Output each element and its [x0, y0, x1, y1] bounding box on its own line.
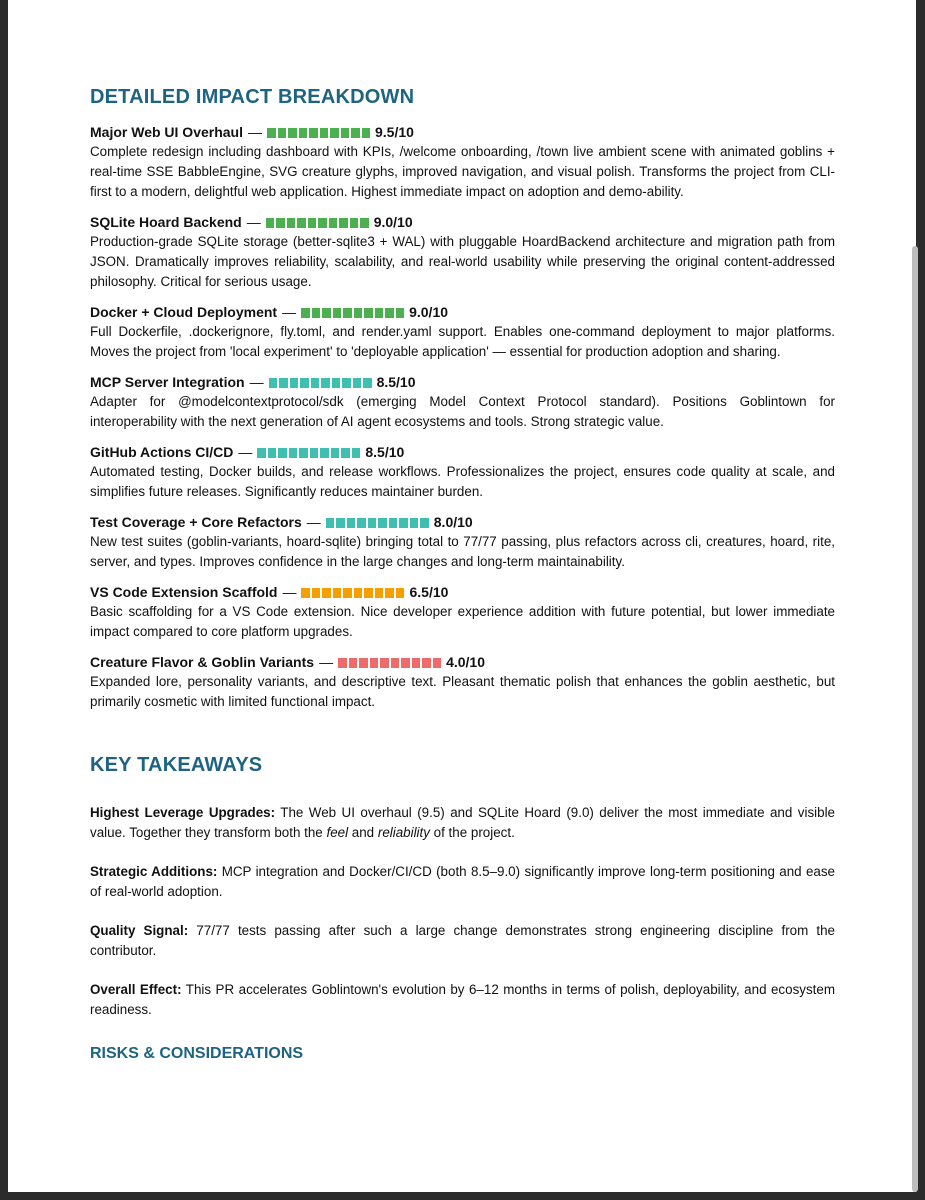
- rating-bar-segment: [401, 658, 410, 668]
- rating-bar-segment: [310, 448, 319, 458]
- rating-bar: [266, 218, 369, 228]
- rating-bar: [301, 588, 404, 598]
- rating-bar-segment: [290, 378, 299, 388]
- rating-bar-segment: [297, 218, 306, 228]
- rating-bar-segment: [257, 448, 266, 458]
- rating-bar-segment: [300, 378, 309, 388]
- vertical-scrollbar[interactable]: [912, 246, 918, 1192]
- impact-item: [90, 123, 835, 202]
- rating-bar-segment: [308, 218, 317, 228]
- rating-bar-segment: [331, 448, 340, 458]
- rating-bar-segment: [318, 218, 327, 228]
- impact-score: 8.0/10: [433, 514, 473, 530]
- impact-item-description: Expanded lore, personality variants, and descriptive text. Pleasant thematic polish that enhances the goblin aesthetic, but primarily cosmetic with limited functional impact.: [90, 674, 835, 709]
- rating-bar-segment: [378, 518, 387, 528]
- impact-item-header: [90, 303, 835, 322]
- rating-bar-segment: [278, 128, 287, 138]
- rating-bar-segment: [269, 378, 278, 388]
- impact-item: [90, 213, 835, 292]
- impact-score: 4.0/10: [446, 654, 485, 670]
- rating-bar-segment: [385, 588, 394, 598]
- impact-score: 8.5/10: [376, 374, 416, 390]
- rating-bar-segment: [349, 658, 358, 668]
- takeaway-text: and: [348, 825, 378, 840]
- rating-bar-segment: [322, 588, 331, 598]
- rating-bar-segment: [320, 448, 329, 458]
- rating-bar: [338, 658, 441, 668]
- rating-bar-segment: [333, 588, 342, 598]
- em-dash: —: [319, 654, 334, 670]
- rating-bar-segment: [363, 378, 372, 388]
- impact-item-title: Creature Flavor & Goblin Variants: [90, 654, 315, 670]
- rating-bar-segment: [309, 128, 318, 138]
- impact-item-description: Production-grade SQLite storage (better-sqlite3 + WAL) with pluggable HoardBackend architecture and migration path from JSON. Dramatically improves reliability, scalability, and real-world usability while preserving the original content-addressed philosophy. Critical for serious usage.: [90, 234, 835, 289]
- rating-bar-segment: [332, 378, 341, 388]
- rating-bar-segment: [385, 308, 394, 318]
- rating-bar-segment: [354, 588, 363, 598]
- rating-bar: [257, 448, 360, 458]
- rating-bar-segment: [354, 308, 363, 318]
- impact-item: [90, 373, 835, 432]
- em-dash: —: [248, 124, 262, 140]
- takeaway-label: Quality Signal:: [90, 923, 189, 938]
- takeaway-text: The Web UI overhaul (9.5) and SQLite Hoard (9.0) deliver the most immediate and visible value. Together they transform both the: [90, 805, 835, 840]
- takeaway-text: 77/77 tests passing after such a large change demonstrates strong engineering discipline from the contributor.: [90, 923, 836, 958]
- rating-bar-segment: [312, 308, 321, 318]
- impact-item-description: New test suites (goblin-variants, hoard-sqlite) bringing total to 77/77 passing, plus refactors across cli, creatures, hoard, rite, server, and types. Improves confidence in the large changes and long-term maintainability.: [90, 534, 835, 569]
- takeaway-item: [90, 921, 835, 961]
- rating-bar-segment: [343, 588, 352, 598]
- rating-bar-segment: [326, 518, 335, 528]
- impact-score: 9.0/10: [373, 214, 413, 230]
- takeaway-label: Highest Leverage Upgrades:: [90, 805, 276, 820]
- rating-bar-segment: [268, 448, 277, 458]
- rating-bar-segment: [299, 128, 308, 138]
- rating-bar-segment: [278, 448, 287, 458]
- impact-item-header: [90, 213, 835, 232]
- rating-bar-segment: [341, 128, 350, 138]
- rating-bar-segment: [322, 308, 331, 318]
- impact-item-title: GitHub Actions CI/CD: [90, 444, 234, 460]
- rating-bar-segment: [299, 448, 308, 458]
- impact-item: [90, 583, 835, 642]
- rating-bar-segment: [341, 448, 350, 458]
- rating-bar-segment: [368, 518, 377, 528]
- takeaway-item: [90, 803, 835, 843]
- impact-item-title: VS Code Extension Scaffold: [90, 584, 278, 600]
- impact-item-header: [90, 513, 835, 532]
- rating-bar-segment: [396, 588, 405, 598]
- rating-bar-segment: [364, 308, 373, 318]
- impact-score: 8.5/10: [365, 444, 405, 460]
- impact-item-description: Basic scaffolding for a VS Code extension. Nice developer experience addition with future potential, but lower immediate impact compared to core platform upgrades.: [90, 604, 835, 639]
- rating-bar-segment: [375, 308, 384, 318]
- document-page: [8, 0, 916, 1192]
- rating-bar-segment: [301, 308, 310, 318]
- rating-bar-segment: [362, 128, 371, 138]
- risks-heading: RISKS & CONSIDERATIONS: [90, 1045, 304, 1062]
- rating-bar-segment: [320, 128, 329, 138]
- impact-item-description: Adapter for @modelcontextprotocol/sdk (emerging Model Context Protocol standard). Positions Goblintown for interoperability with the next generation of AI agent ecosystems and tools. Strong strategic value.: [90, 394, 835, 429]
- rating-bar-segment: [353, 378, 362, 388]
- impact-item-title: Docker + Cloud Deployment: [90, 304, 278, 320]
- em-dash: —: [238, 444, 253, 460]
- rating-bar-segment: [336, 518, 345, 528]
- rating-bar-segment: [391, 658, 400, 668]
- rating-bar-segment: [330, 128, 339, 138]
- impact-item-title: MCP Server Integration: [90, 374, 245, 390]
- rating-bar-segment: [364, 588, 373, 598]
- rating-bar-segment: [410, 518, 419, 528]
- em-dash: —: [246, 214, 261, 230]
- impact-heading: DETAILED IMPACT BREAKDOWN: [90, 86, 415, 108]
- impact-item-header: [90, 123, 835, 142]
- rating-bar: [269, 378, 372, 388]
- rating-bar-segment: [412, 658, 421, 668]
- rating-bar-segment: [339, 218, 348, 228]
- takeaway-item: [90, 862, 835, 902]
- rating-bar-segment: [357, 518, 366, 528]
- rating-bar-segment: [266, 218, 275, 228]
- rating-bar-segment: [350, 218, 359, 228]
- impact-item-header: [90, 583, 835, 602]
- impact-list: [90, 123, 835, 712]
- impact-item-description: Complete redesign including dashboard with KPIs, /welcome onboarding, /town live ambient scene with animated goblins + real-time SSE BabbleEngine, SVG creature glyphs, improved navigation, and visual polish. Transforms the project from CLI-first to a modern, delightful web application. Highest immediate impact on adoption and demo-ability.: [90, 144, 835, 199]
- document-content: [90, 86, 835, 1063]
- impact-item-title: Test Coverage + Core Refactors: [90, 514, 302, 530]
- impact-item-title: Major Web UI Overhaul: [90, 124, 243, 140]
- rating-bar-segment: [287, 218, 296, 228]
- takeaway-label: Overall Effect:: [90, 982, 182, 997]
- rating-bar-segment: [380, 658, 389, 668]
- rating-bar-segment: [276, 218, 285, 228]
- rating-bar-segment: [288, 128, 297, 138]
- takeaways-list: [90, 803, 835, 1020]
- rating-bar-segment: [422, 658, 431, 668]
- rating-bar-segment: [399, 518, 408, 528]
- rating-bar-segment: [370, 658, 379, 668]
- impact-item-header: [90, 443, 835, 462]
- impact-score: 6.5/10: [409, 584, 449, 600]
- takeaway-item: [90, 980, 835, 1020]
- impact-item-title: SQLite Hoard Backend: [90, 214, 242, 230]
- impact-item-description: Automated testing, Docker builds, and release workflows. Professionalizes the project, ensures code quality at scale, and simplifies future releases. Significantly reduces maintainer burden.: [90, 464, 835, 499]
- em-dash: —: [249, 374, 264, 390]
- takeaway-emphasis: reliability: [377, 825, 430, 840]
- impact-item-header: [90, 373, 835, 392]
- rating-bar-segment: [420, 518, 429, 528]
- rating-bar-segment: [347, 518, 356, 528]
- impact-score: 9.0/10: [409, 304, 449, 320]
- rating-bar-segment: [338, 658, 347, 668]
- rating-bar-segment: [279, 378, 288, 388]
- takeaway-text: MCP integration and Docker/CI/CD (both 8.5–9.0) significantly improve long-term positioning and ease of real-world adoption.: [90, 864, 835, 899]
- rating-bar-segment: [343, 308, 352, 318]
- em-dash: —: [282, 304, 297, 320]
- rating-bar-segment: [351, 128, 360, 138]
- impact-item: [90, 443, 835, 502]
- em-dash: —: [282, 584, 297, 600]
- rating-bar-segment: [289, 448, 298, 458]
- rating-bar-segment: [301, 588, 310, 598]
- rating-bar-segment: [433, 658, 442, 668]
- takeaways-heading: KEY TAKEAWAYS: [90, 754, 263, 776]
- rating-bar-segment: [312, 588, 321, 598]
- rating-bar-segment: [389, 518, 398, 528]
- rating-bar-segment: [396, 308, 405, 318]
- rating-bar: [326, 518, 429, 528]
- impact-item: [90, 653, 835, 712]
- takeaway-text: of the project.: [429, 825, 515, 840]
- impact-item: [90, 303, 835, 362]
- takeaway-emphasis: feel: [326, 825, 349, 840]
- rating-bar: [267, 128, 370, 138]
- rating-bar-segment: [329, 218, 338, 228]
- takeaway-label: Strategic Additions:: [90, 864, 218, 879]
- impact-item-description: Full Dockerfile, .dockerignore, fly.toml, and render.yaml support. Enables one-command deployment to major platforms. Moves the project from 'local experiment' to 'deployable application' — essential for production adoption and sharing.: [90, 324, 835, 359]
- rating-bar-segment: [311, 378, 320, 388]
- rating-bar-segment: [375, 588, 384, 598]
- impact-item: [90, 513, 835, 572]
- em-dash: —: [306, 514, 321, 530]
- rating-bar-segment: [359, 658, 368, 668]
- takeaway-text: This PR accelerates Goblintown's evolution by 6–12 months in terms of polish, deployability, and ecosystem readiness.: [90, 982, 835, 1017]
- rating-bar-segment: [321, 378, 330, 388]
- rating-bar-segment: [333, 308, 342, 318]
- impact-score: 9.5/10: [375, 124, 414, 140]
- rating-bar-segment: [352, 448, 361, 458]
- impact-item-header: [90, 653, 835, 672]
- rating-bar: [301, 308, 404, 318]
- rating-bar-segment: [360, 218, 369, 228]
- rating-bar-segment: [267, 128, 276, 138]
- rating-bar-segment: [342, 378, 351, 388]
